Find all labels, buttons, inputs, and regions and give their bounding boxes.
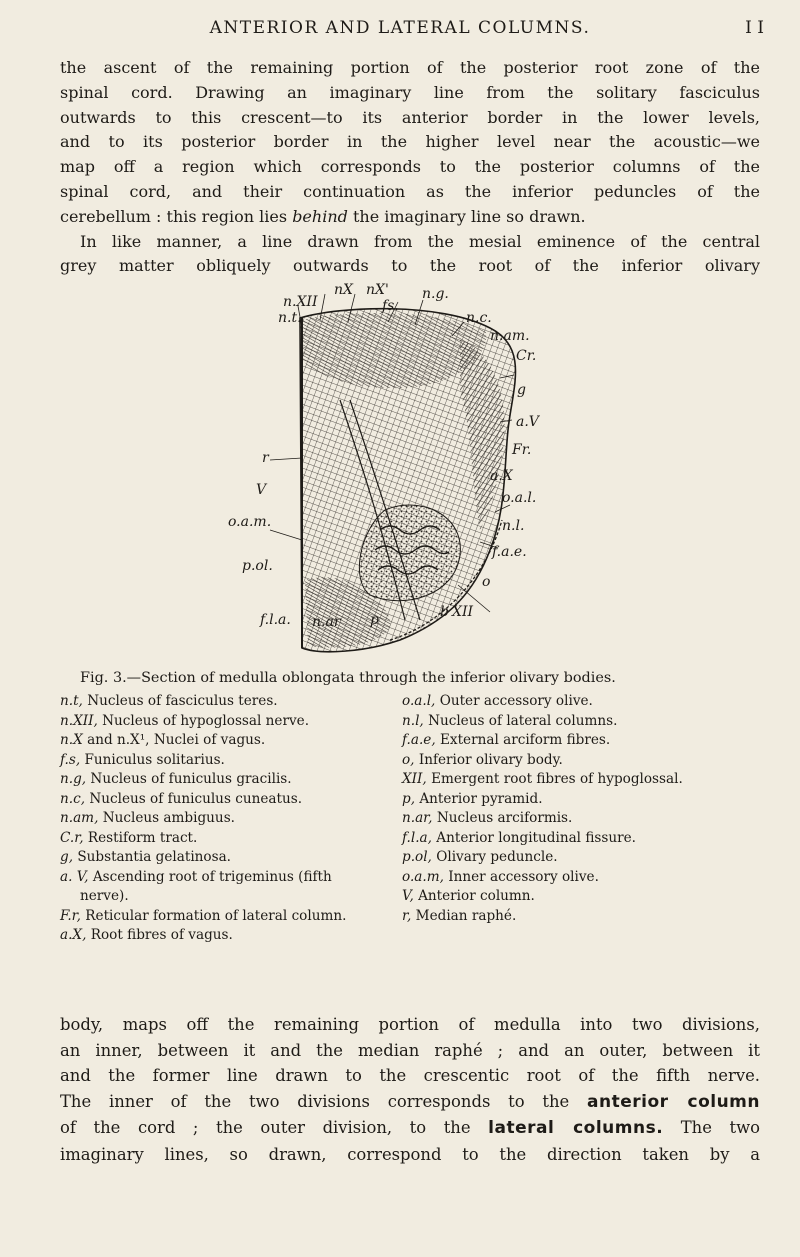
legend-entry: o.a.l, Outer accessory olive. xyxy=(402,693,593,709)
text-run: the imaginary line so drawn. xyxy=(347,206,586,226)
legend-entry: p, Anterior pyramid. xyxy=(402,790,543,807)
label-nX: nX xyxy=(334,282,353,298)
legend-entry: F.r, Reticular formation of lateral column. xyxy=(60,907,347,924)
legend-entry: a. V, Ascending root of trigeminus (fifth xyxy=(60,868,332,885)
legend-entry: n.l, Nucleus of lateral columns. xyxy=(402,712,618,729)
label-aV: a.V xyxy=(516,414,539,430)
label-V: V xyxy=(256,482,267,498)
legend-entry: g, Substantia gelatinosa. xyxy=(60,849,232,865)
label-oam: o.a.m. xyxy=(228,514,272,530)
legend-entry: n.am, Nucleus ambiguus. xyxy=(60,810,235,826)
text-line: body, maps off the remaining portion of medulla into two divisions, xyxy=(60,1015,760,1034)
legend-entry: f.l.a, Anterior longitudinal fissure. xyxy=(402,829,636,846)
legend-entry: n.t, Nucleus of fasciculus teres. xyxy=(60,693,278,709)
label-nX-prime: nX' xyxy=(366,282,389,298)
paragraph-bottom xyxy=(60,1012,760,1167)
text-line: map off a region which corresponds to the posterior columns of the xyxy=(60,157,760,177)
label-fae: f.a.e. xyxy=(492,544,527,560)
text-line: In like manner, a line drawn from the mesial eminence of the central xyxy=(80,231,760,251)
legend-entry: f.a.e, External arciform fibres. xyxy=(402,732,611,748)
text-line: grey matter obliquely outwards to the root of the inferior olivary xyxy=(60,256,760,276)
label-aX: a.X xyxy=(490,468,513,484)
italic-word: behind xyxy=(292,206,348,226)
text-run: of the cord ; the outer division, to the xyxy=(60,1118,489,1137)
legend-right xyxy=(402,692,772,926)
text-line xyxy=(60,1115,760,1142)
legend-entry: n.ar, Nucleus arciformis. xyxy=(402,810,573,826)
legend-entry: V, Anterior column. xyxy=(402,888,535,904)
label-ng: n.g. xyxy=(422,286,449,302)
label-fs: fs. xyxy=(382,298,399,314)
legend-entry: r, Median raphé. xyxy=(402,907,517,924)
text-line xyxy=(60,205,760,230)
label-nt: n.t. xyxy=(278,310,302,326)
label-oal: o.a.l. xyxy=(502,490,537,506)
text-line: an inner, between it and the median raphé ; and an outer, between it xyxy=(60,1040,760,1060)
label-cr: Cr. xyxy=(516,348,537,364)
legend-entry: a.X, Root fibres of vagus. xyxy=(60,927,233,943)
label-b: b xyxy=(440,604,449,620)
medulla-section-figure xyxy=(190,280,600,665)
legend-entry: f.s, Funiculus solitarius. xyxy=(60,751,225,768)
legend-entry: n.c, Nucleus of funiculus cuneatus. xyxy=(60,790,303,807)
label-nam: n.am. xyxy=(490,328,530,344)
legend-entry: XII, Emergent root fibres of hypoglossal. xyxy=(402,771,683,787)
running-title: ANTERIOR AND LATERAL COLUMNS. xyxy=(209,18,591,38)
text-line: and to its posterior border in the higher level near the acoustic—we xyxy=(60,132,760,152)
legend-entry: o.a.m, Inner accessory olive. xyxy=(402,868,599,885)
text-line: spinal cord. Drawing an imaginary line from the solitary fasciculus xyxy=(60,82,760,102)
page-number: I I xyxy=(745,18,764,38)
text-run: The two xyxy=(663,1118,760,1137)
legend-left xyxy=(60,692,390,946)
label-fr: Fr. xyxy=(512,442,532,458)
page-header xyxy=(0,14,800,42)
paragraph-top xyxy=(60,56,760,279)
text-run: cerebellum : this region lies xyxy=(60,206,293,226)
legend-entry: n.g, Nucleus of funiculus gracilis. xyxy=(60,771,292,787)
label-XII: XII xyxy=(452,604,474,620)
text-line xyxy=(60,1089,760,1116)
text-line: spinal cord, and their continuation as the inferior peduncles of the xyxy=(60,181,760,201)
label-pol: p.ol. xyxy=(242,558,273,574)
label-g: g xyxy=(517,382,526,398)
legend-entry: C.r, Restiform tract. xyxy=(60,829,198,846)
label-nar: n.ar xyxy=(312,614,341,630)
legend-entry: o, Inferior olivary body. xyxy=(402,751,563,768)
label-nXII: n.XII xyxy=(283,294,318,310)
legend-entry: n.XII, Nucleus of hypoglossal nerve. xyxy=(60,712,310,729)
legend-entry-continued: nerve). xyxy=(80,888,129,904)
text-run: The inner of the two divisions corresponds to the xyxy=(60,1091,587,1111)
text-line: the ascent of the remaining portion of the posterior root zone of the xyxy=(60,58,760,77)
label-o: o xyxy=(482,574,491,590)
figure-caption: Fig. 3.—Section of medulla oblongata through the inferior olivary bodies. xyxy=(80,670,616,686)
label-p: p xyxy=(370,612,379,628)
text-line: outwards to this crescent—to its anterior border in the lower levels, xyxy=(60,107,760,127)
medulla-illustration xyxy=(190,280,600,665)
legend-entry: n.X and n.X¹, Nuclei of vagus. xyxy=(60,732,266,748)
label-r: r xyxy=(262,450,269,466)
label-nc: n.c. xyxy=(466,310,492,326)
text-line: and the former line drawn to the crescentic root of the fifth nerve. xyxy=(60,1066,760,1085)
label-nl: n.l. xyxy=(502,518,525,534)
text-line: imaginary lines, so drawn, correspond to the direction taken by a xyxy=(60,1144,760,1164)
term-anterior-column: anterior column xyxy=(587,1091,760,1112)
label-fla: f.l.a. xyxy=(260,612,291,628)
legend-entry: p.ol, Olivary peduncle. xyxy=(402,849,558,865)
term-lateral-columns: lateral columns. xyxy=(488,1118,664,1138)
